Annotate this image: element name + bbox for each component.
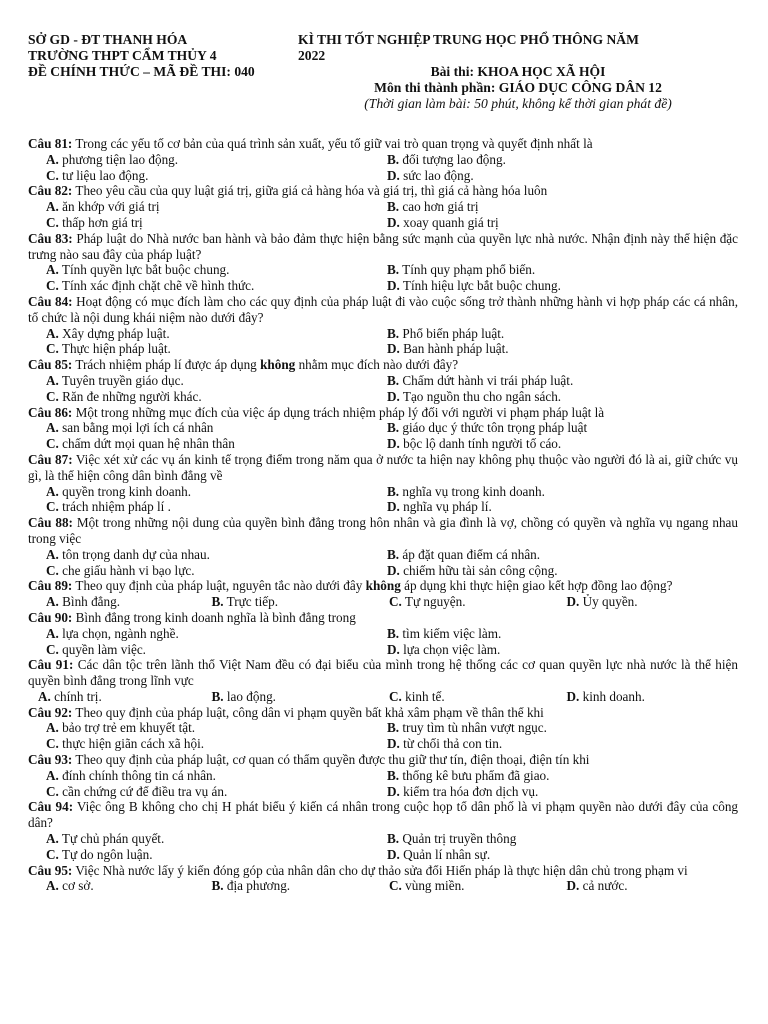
option-letter: D. <box>387 167 400 183</box>
answer-options <box>28 484 738 516</box>
option-text: Thực hiện pháp luật. <box>61 341 171 357</box>
question-text: Trong các yếu tố cơ bản của quá trình sản xuất, yếu tố giữ vai trò quan trọng và quyết định nhất là <box>75 136 593 151</box>
question-item <box>28 799 738 862</box>
question-number: Câu 82: <box>28 183 73 199</box>
answer-option <box>28 262 383 278</box>
answer-option <box>28 626 383 642</box>
answer-option <box>28 436 383 452</box>
option-letter: B. <box>387 325 400 341</box>
question-number: Câu 88: <box>28 515 73 531</box>
question-number: Câu 94: <box>28 799 74 815</box>
question-stem <box>28 183 738 199</box>
answer-option <box>28 152 383 168</box>
answer-option <box>383 152 738 168</box>
question-text: Pháp luật do Nhà nước ban hành và bảo đảm thực hiện bằng sức mạnh của quyền lực nhà nước. Nhận định này thể hiện đặc trưng nào sau đây của pháp luật? <box>28 230 739 262</box>
option-text: sức lao động. <box>403 167 474 183</box>
answer-option <box>206 689 384 705</box>
question-text: Việc Nhà nước lấy ý kiến đóng góp của nhân dân cho dự thảo sửa đổi Hiến pháp là thực hiện dân chủ trong phạm vi <box>75 862 688 878</box>
answer-option <box>28 831 383 847</box>
option-letter: B. <box>387 372 400 388</box>
option-text: Tạo nguồn thu cho ngân sách. <box>402 388 562 404</box>
option-letter: B. <box>387 625 400 641</box>
option-letter: C. <box>389 594 402 610</box>
option-text: san bằng mọi lợi ích cá nhân <box>62 420 214 436</box>
question-text: áp dụng khi thực hiện giao kết hợp đồng lao động? <box>400 578 673 594</box>
option-text: chiếm hữu tài sản công cộng. <box>403 562 558 578</box>
answer-option <box>383 499 738 515</box>
answer-option <box>28 499 383 515</box>
answer-option <box>28 373 383 389</box>
question-item <box>28 863 738 895</box>
option-letter: A. <box>46 831 59 847</box>
option-letter: A. <box>46 325 59 341</box>
option-letter: D. <box>387 499 400 515</box>
option-letter: A. <box>46 625 59 641</box>
question-list <box>28 136 738 894</box>
answer-options <box>28 720 738 752</box>
option-letter: D. <box>387 436 400 452</box>
option-letter: C. <box>389 878 402 894</box>
answer-option <box>28 547 383 563</box>
answer-options <box>28 326 738 358</box>
question-stem <box>28 657 738 689</box>
option-text: đối tượng lao động. <box>402 151 506 167</box>
exam-year: 2022 <box>298 48 326 63</box>
exam-time: (Thời gian làm bài: 50 phút, không kể thời gian phát đề) <box>364 96 672 111</box>
question-item <box>28 578 738 610</box>
exam-subject: Bài thi: KHOA HỌC XÃ HỘI <box>430 64 606 79</box>
option-text: Tính hiệu lực bắt buộc chung. <box>402 278 561 294</box>
option-letter: A. <box>46 720 59 736</box>
question-number: Câu 92: <box>28 704 73 720</box>
option-text: tìm kiếm việc làm. <box>402 625 502 641</box>
answer-option <box>383 436 738 452</box>
option-text: nghĩa vụ trong kinh doanh. <box>402 483 545 499</box>
question-stem <box>28 578 738 594</box>
question-text: Theo quy định của pháp luật, nguyên tắc nào dưới đây <box>75 578 366 594</box>
question-item <box>28 705 738 752</box>
option-text: truy tìm tù nhân vượt ngục. <box>402 720 547 736</box>
answer-option <box>383 768 738 784</box>
answer-option <box>28 736 383 752</box>
issuer-block <box>28 32 255 80</box>
option-text: Ủy quyền. <box>582 594 638 610</box>
option-text: Quản trị truyền thông <box>402 831 517 847</box>
option-text: Tuyên truyền giáo dục. <box>61 372 184 388</box>
answer-option <box>383 642 738 658</box>
answer-options <box>28 768 738 800</box>
exam-info-block <box>298 32 738 112</box>
answer-options <box>28 831 738 863</box>
option-letter: B. <box>211 878 224 894</box>
answer-option <box>383 420 738 436</box>
answer-options <box>28 547 738 579</box>
question-stem <box>28 294 738 326</box>
option-text: Răn đe những người khác. <box>62 388 202 404</box>
answer-option <box>561 594 739 610</box>
option-letter: B. <box>387 262 400 278</box>
question-number: Câu 89: <box>28 578 73 594</box>
answer-options <box>28 626 738 658</box>
option-text: cả nước. <box>582 878 628 894</box>
option-text: bảo trợ trẻ em khuyết tật. <box>62 720 196 736</box>
question-stem <box>28 452 738 484</box>
answer-option <box>383 278 738 294</box>
option-letter: B. <box>211 594 224 610</box>
answer-option <box>28 689 206 705</box>
answer-option <box>383 847 738 863</box>
option-text: phương tiện lao động. <box>62 151 179 167</box>
option-text: Tự do ngôn luận. <box>61 846 153 862</box>
question-text: Các dân tộc trên lãnh thổ Việt Nam đều có đại biểu của mình trong hệ thống các cơ quan quyền lực nhà nước là thể hiện quyền bình đẳng trong lĩnh vực <box>28 657 738 689</box>
answer-options <box>28 420 738 452</box>
option-letter: D. <box>387 736 400 752</box>
option-text: Phổ biến pháp luật. <box>402 325 505 341</box>
option-letter: A. <box>46 767 59 783</box>
option-letter: C. <box>46 736 59 752</box>
answer-option <box>383 484 738 500</box>
answer-option <box>206 594 384 610</box>
option-letter: B. <box>211 688 224 704</box>
option-letter: C. <box>46 341 59 357</box>
option-text: thực hiện giãn cách xã hội. <box>62 736 205 752</box>
option-letter: A. <box>46 420 59 436</box>
option-letter: B. <box>387 420 400 436</box>
option-text: ăn khớp với giá trị <box>62 199 160 215</box>
question-text: Theo yêu cầu của quy luật giá trị, giữa giá cả hàng hóa và giá trị, thì giá cả hàng hóa luôn <box>75 183 548 199</box>
question-item <box>28 231 738 294</box>
answer-option <box>28 594 206 610</box>
answer-option <box>28 878 206 894</box>
answer-option <box>383 262 738 278</box>
option-letter: D. <box>566 878 580 894</box>
option-letter: C. <box>389 688 402 704</box>
exam-code: ĐỀ CHÍNH THỨC – MÃ ĐỀ THI: 040 <box>28 64 255 79</box>
option-letter: A. <box>46 199 59 215</box>
option-letter: B. <box>387 199 400 215</box>
question-number: Câu 86: <box>28 404 73 420</box>
option-text: cao hơn giá trị <box>402 199 479 215</box>
answer-option <box>383 878 561 894</box>
answer-option <box>383 594 561 610</box>
option-text: địa phương. <box>226 878 291 894</box>
option-text: đính chính thông tin cá nhân. <box>62 767 216 783</box>
answer-options <box>28 199 738 231</box>
option-text: thống kê bưu phẩm đã giao. <box>402 767 550 783</box>
question-item <box>28 357 738 404</box>
school-name: TRƯỜNG THPT CẨM THỦY 4 <box>28 48 217 63</box>
question-emphasis: không <box>365 578 401 594</box>
option-text: cơ sở. <box>62 878 94 894</box>
option-text: kinh doanh. <box>582 688 645 704</box>
answer-option <box>383 199 738 215</box>
option-text: tư liệu lao động. <box>62 167 149 183</box>
answer-option <box>383 626 738 642</box>
option-letter: D. <box>566 688 580 704</box>
answer-option <box>383 784 738 800</box>
option-text: kiểm tra hóa đơn dịch vụ. <box>403 783 539 799</box>
question-item <box>28 452 738 515</box>
option-letter: B. <box>387 767 400 783</box>
option-text: Trực tiếp. <box>226 594 279 610</box>
answer-option <box>383 720 738 736</box>
option-text: bộc lộ danh tính người tố cáo. <box>403 436 562 452</box>
question-stem <box>28 515 738 547</box>
option-letter: A. <box>38 688 51 704</box>
answer-options <box>28 689 738 705</box>
question-text: Trách nhiệm pháp lí được áp dụng <box>75 357 261 373</box>
question-item <box>28 610 738 657</box>
option-text: kinh tế. <box>405 688 445 704</box>
option-letter: B. <box>387 483 400 499</box>
question-number: Câu 95: <box>28 862 73 878</box>
answer-option <box>28 341 383 357</box>
option-text: Chấm dứt hành vi trái pháp luật. <box>402 372 574 388</box>
option-text: che giấu hành vi bạo lực. <box>62 562 195 578</box>
option-text: chính trị. <box>54 688 102 704</box>
option-letter: B. <box>387 720 400 736</box>
option-text: quyền trong kinh doanh. <box>62 483 192 499</box>
option-text: Tính quyền lực bắt buộc chung. <box>61 262 230 278</box>
question-item <box>28 752 738 799</box>
answer-option <box>28 642 383 658</box>
option-letter: A. <box>46 594 59 610</box>
option-text: cần chứng cứ để điều tra vụ án. <box>62 783 228 799</box>
question-item <box>28 515 738 578</box>
answer-options <box>28 262 738 294</box>
option-text: Quản lí nhân sự. <box>403 846 491 862</box>
answer-option <box>206 878 384 894</box>
question-number: Câu 93: <box>28 752 73 768</box>
option-text: trách nhiệm pháp lí . <box>62 499 171 515</box>
answer-option <box>28 484 383 500</box>
question-text: Theo quy định của pháp luật, công dân vi phạm quyền bất khả xâm phạm về thân thể khi <box>75 704 544 720</box>
answer-option <box>28 326 383 342</box>
option-text: lựa chọn việc làm. <box>403 641 501 657</box>
question-text: Việc ông B không cho chị H phát biểu ý kiến cá nhân trong cuộc họp tổ dân phố là vi phạm quyền nào dưới đây của công dân? <box>28 799 739 831</box>
answer-option <box>383 168 738 184</box>
question-text: Việc xét xử các vụ án kinh tế trọng điểm trong năm qua ở nước ta hiện nay không phụ thuộc vào người đó là ai, giữ chức vụ gì, là thể hiện công dân bình đẳng về <box>28 451 738 483</box>
option-letter: A. <box>46 546 59 562</box>
option-text: Tính xác định chặt chẽ về hình thức. <box>61 278 255 294</box>
question-item <box>28 405 738 452</box>
option-text: giáo dục ý thức tôn trọng pháp luật <box>402 420 588 436</box>
exam-title: KÌ THI TỐT NGHIỆP TRUNG HỌC PHỔ THÔNG NĂM <box>298 32 639 47</box>
option-letter: C. <box>46 278 59 294</box>
option-text: thấp hơn giá trị <box>62 214 143 230</box>
option-letter: A. <box>46 372 59 388</box>
question-emphasis: không <box>260 357 296 373</box>
option-text: xoay quanh giá trị <box>403 214 499 230</box>
answer-options <box>28 594 738 610</box>
option-letter: D. <box>387 341 400 357</box>
option-letter: A. <box>46 483 59 499</box>
answer-option <box>383 736 738 752</box>
answer-option <box>383 326 738 342</box>
option-letter: C. <box>46 388 59 404</box>
question-item <box>28 294 738 357</box>
option-letter: A. <box>46 151 59 167</box>
answer-option <box>561 689 739 705</box>
question-text: nhằm mục đích nào dưới đây? <box>295 357 459 373</box>
question-text: Bình đẳng trong kinh doanh nghĩa là bình đẳng trong <box>75 609 356 625</box>
option-text: vùng miền. <box>405 878 465 894</box>
answer-options <box>28 152 738 184</box>
answer-option <box>383 215 738 231</box>
answer-option <box>28 563 383 579</box>
question-text: Một trong những mục đích của việc áp dụng trách nhiệm pháp lý đối với người vi phạm pháp luật là <box>75 404 605 420</box>
option-text: tôn trọng danh dự của nhau. <box>62 546 210 562</box>
answer-option <box>28 784 383 800</box>
answer-option <box>383 373 738 389</box>
option-letter: B. <box>387 151 400 167</box>
question-stem <box>28 752 738 768</box>
option-text: Tự nguyện. <box>404 594 466 610</box>
answer-option <box>28 420 383 436</box>
answer-option <box>28 215 383 231</box>
option-letter: C. <box>46 783 59 799</box>
option-letter: C. <box>46 436 59 452</box>
question-item <box>28 136 738 183</box>
option-text: lao động. <box>226 688 276 704</box>
question-stem <box>28 863 738 879</box>
option-letter: C. <box>46 641 59 657</box>
option-letter: D. <box>387 278 400 294</box>
question-number: Câu 83: <box>28 230 73 246</box>
option-letter: A. <box>46 262 59 278</box>
question-number: Câu 87: <box>28 451 73 467</box>
option-text: nghĩa vụ pháp lí. <box>403 499 492 515</box>
answer-option <box>561 878 739 894</box>
question-number: Câu 84: <box>28 293 73 309</box>
answer-option <box>28 768 383 784</box>
answer-option <box>28 199 383 215</box>
option-letter: D. <box>387 641 400 657</box>
question-text: Theo quy định của pháp luật, cơ quan có thẩm quyền được thu giữ thư tín, điện thoại, điện tín khi <box>75 752 590 768</box>
question-stem <box>28 705 738 721</box>
answer-option <box>28 720 383 736</box>
exam-component: Môn thi thành phần: GIÁO DỤC CÔNG DÂN 12 <box>374 80 662 95</box>
option-letter: C. <box>46 167 59 183</box>
answer-option <box>383 689 561 705</box>
question-stem <box>28 231 738 263</box>
question-stem <box>28 357 738 373</box>
option-text: áp đặt quan điểm cá nhân. <box>402 546 541 562</box>
question-stem <box>28 799 738 831</box>
option-letter: C. <box>46 846 59 862</box>
option-letter: C. <box>46 562 59 578</box>
answer-option <box>383 563 738 579</box>
question-stem <box>28 405 738 421</box>
question-number: Câu 85: <box>28 357 73 373</box>
answer-option <box>28 168 383 184</box>
option-letter: A. <box>46 878 59 894</box>
question-number: Câu 90: <box>28 609 73 625</box>
option-letter: D. <box>387 783 400 799</box>
option-text: Tự chủ phán quyết. <box>61 831 165 847</box>
answer-option <box>383 547 738 563</box>
answer-option <box>28 847 383 863</box>
answer-options <box>28 878 738 894</box>
option-text: Bình đẳng. <box>62 594 121 610</box>
option-text: từ chối thả con tin. <box>403 736 503 752</box>
option-text: Tính quy phạm phổ biến. <box>402 262 536 278</box>
option-letter: D. <box>387 388 400 404</box>
question-text: Một trong những nội dung của quyền bình đẳng trong hôn nhân và gia đình là vợ, chồng có quyền và nghĩa vụ ngang nhau trong việc <box>28 515 739 546</box>
answer-option <box>28 278 383 294</box>
option-text: lựa chọn, ngành nghề. <box>62 625 179 641</box>
answer-option <box>28 389 383 405</box>
option-letter: D. <box>387 562 400 578</box>
department-name: SỞ GD - ĐT THANH HÓA <box>28 32 188 47</box>
answer-options <box>28 373 738 405</box>
option-letter: D. <box>566 594 580 610</box>
question-stem <box>28 136 738 152</box>
option-text: Xây dựng pháp luật. <box>62 325 170 341</box>
option-letter: C. <box>46 499 59 515</box>
option-letter: B. <box>387 546 400 562</box>
exam-header <box>28 32 738 136</box>
answer-option <box>383 389 738 405</box>
option-text: quyền làm việc. <box>62 641 146 657</box>
answer-option <box>383 831 738 847</box>
question-stem <box>28 610 738 626</box>
answer-option <box>383 341 738 357</box>
option-text: chấm dứt mọi quan hệ nhân thân <box>62 436 235 452</box>
option-letter: D. <box>387 214 400 230</box>
question-item <box>28 657 738 704</box>
option-letter: B. <box>387 831 400 847</box>
question-text: Hoạt động có mục đích làm cho các quy định của pháp luật đi vào cuộc sống trở thành những hành vi hợp pháp các cá nhân, tổ chức là nội dung khái niệm nào dưới đây? <box>28 293 739 325</box>
question-number: Câu 91: <box>28 657 74 673</box>
question-item <box>28 183 738 230</box>
option-letter: C. <box>46 214 59 230</box>
option-letter: D. <box>387 846 400 862</box>
option-text: Ban hành pháp luật. <box>403 341 509 357</box>
question-number: Câu 81: <box>28 136 73 151</box>
